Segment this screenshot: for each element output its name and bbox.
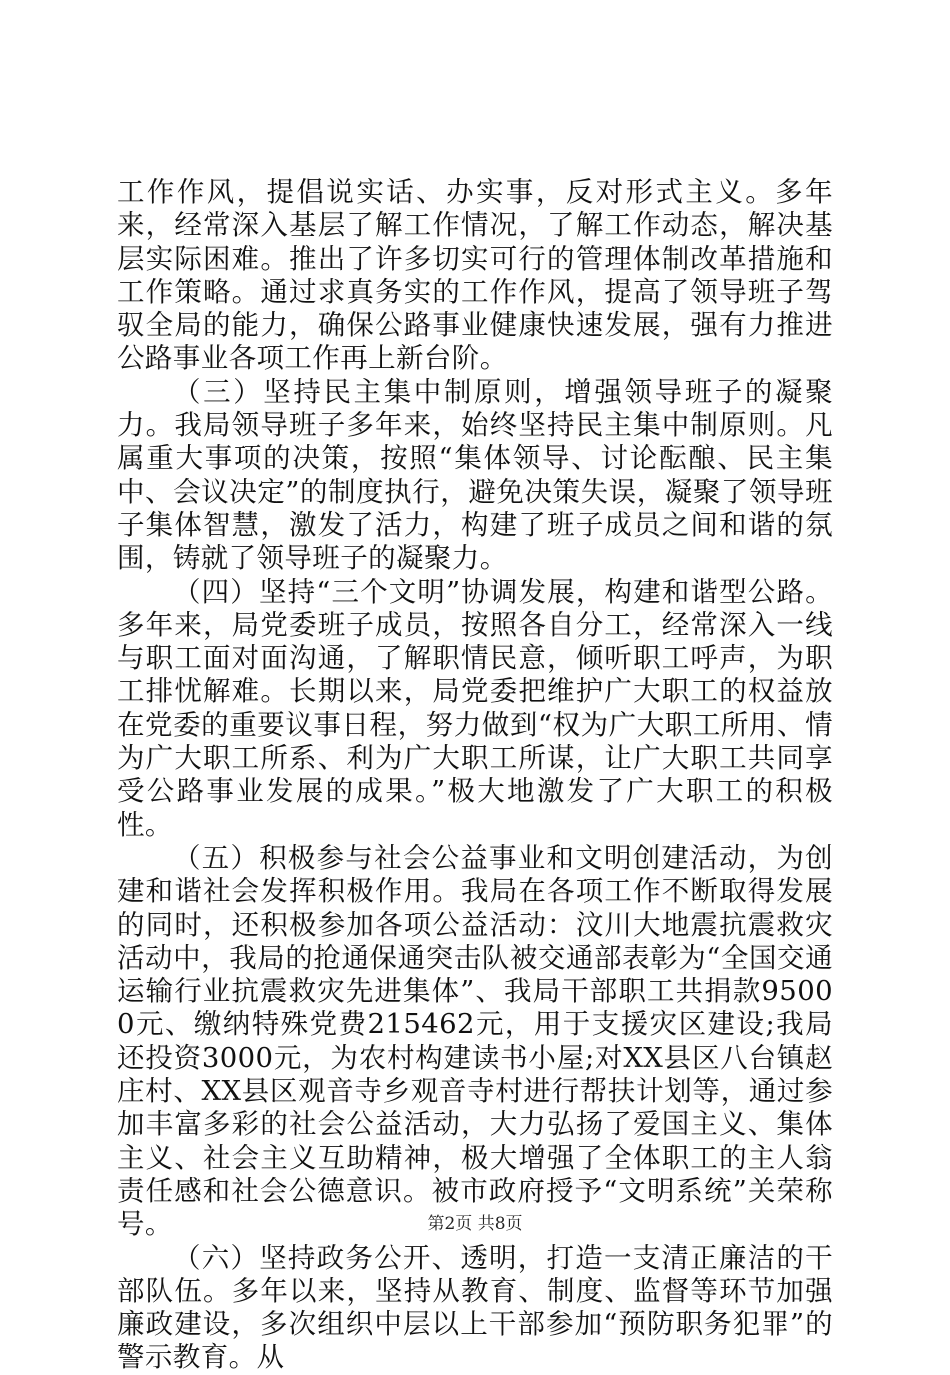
paragraph-section-3: （三）坚持民主集中制原则，增强领导班子的凝聚力。我局领导班子多年来，始终坚持民主集中制原则。凡属重大事项的决策，按照“集体领导、讨论酝酿、民主集中、会议决定”的制度执行，避免决策失误，凝聚了领导班子集体智慧，激发了活力，构建了班子成员之间和谐的氛围，铸就了领导班子的凝聚力。 [117,375,833,575]
paragraph-section-4: （四）坚持“三个文明”协调发展，构建和谐型公路。多年来，局党委班子成员，按照各自分工，经常深入一线与职工面对面沟通，了解职情民意，倾听职工呼声，为职工排忧解难。长期以来，局党委把维护广大职工的权益放在党委的重要议事日程，努力做到“权为广大职工所用、情为广大职工所系、利为广大职工所谋，让广大职工共同享受公路事业发展的成果。”极大地激发了广大职工的积极性。 [117,575,833,841]
page-number-footer: 第2页 共8页 [427,1214,523,1234]
paragraph-continuation: 工作作风，提倡说实话、办实事，反对形式主义。多年来，经常深入基层了解工作情况，了解工作动态，解决基层实际困难。推出了许多切实可行的管理体制改革措施和工作策略。通过求真务实的工作作风，提高了领导班子驾驭全局的能力，确保公路事业健康快速发展，强有力推进公路事业各项工作再上新台阶。 [117,176,833,375]
paragraph-section-6: （六）坚持政务公开、透明，打造一支清正廉洁的干部队伍。多年以来，坚持从教育、制度、监督等环节加强廉政建设，多次组织中层以上干部参加“预防职务犯罪”的警示教育。从 [117,1241,833,1374]
paragraph-section-5: （五）积极参与社会公益事业和文明创建活动，为创建和谐社会发挥积极作用。我局在各项工作不断取得发展的同时，还积极参加各项公益活动：汶川大地震抗震救灾活动中，我局的抢通保通突击队被交通部表彰为“全国交通运输行业抗震救灾先进集体”、我局干部职工共捐款95000元、缴纳特殊党费215462元，用于支援灾区建设;我局还投资3000元，为农村构建读书小屋;对XX县区八台镇赵庄村、XX县区观音寺乡观音寺村进行帮扶计划等，通过参加丰富多彩的社会公益活动，大力弘扬了爱国主义、集体主义、社会主义互助精神，极大增强了全体职工的主人翁责任感和社会公德意识。被市政府授予“文明系统”关荣称号。 [117,841,834,1241]
document-body [117,176,833,1375]
